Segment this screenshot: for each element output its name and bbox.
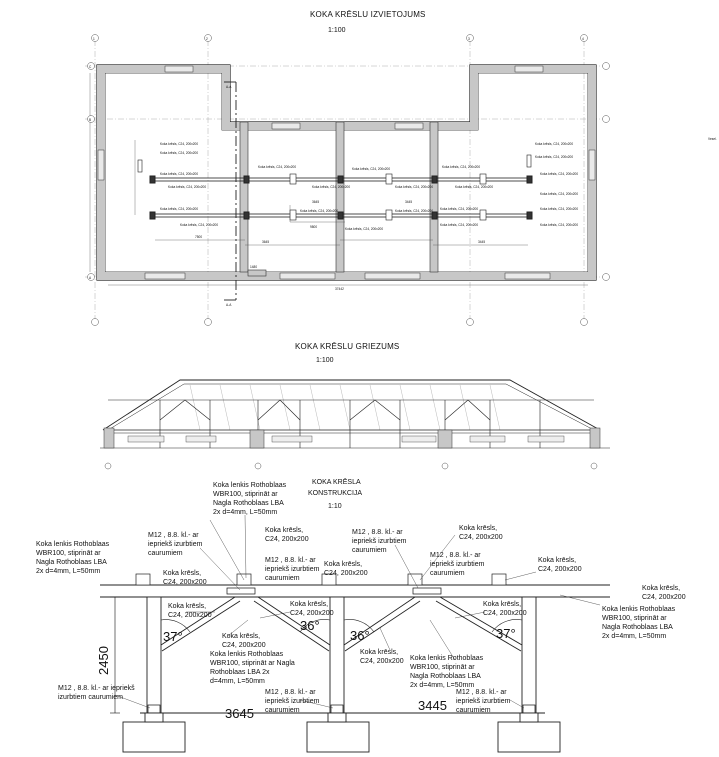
plan-beam-label: Koka krēsls, C24, 200x200 <box>168 185 207 189</box>
plan-beam-label: Koka krēsls, C24, 200x200 <box>160 207 199 211</box>
note-m12-bottom-right: M12 , 8.8. kl.- ar iepriekš izurbtiem caurumiem <box>456 689 511 714</box>
note-kresls: Koka krēsls, C24, 200x200 <box>642 585 686 601</box>
section-title: KOKA KRĒSLU GRIEZUMS <box>295 342 400 351</box>
section-drawing <box>100 380 610 469</box>
detail-title-line1: KOKA KRĒSLA <box>312 479 361 486</box>
plan-beam-label: Koka krēsls, C24, 200x200 <box>540 172 579 176</box>
plan-beam-label: Koka krēsls, C24, 200x200 <box>352 167 391 171</box>
note-kresls: Koka krēsls, C24, 200x200 <box>290 601 334 617</box>
plan-beam-label: Koka krēsls, C24, 200x200 <box>540 207 579 211</box>
note-lenkis-left: Koka lenkis Rothoblaas WBR100, stiprināt ar Nagla Rothoblaas LBA 2x d=4mm, L=50mm <box>36 541 110 575</box>
note-kresls: Koka krēsls, C24, 200x200 <box>360 649 404 665</box>
detail-scale: 1:10 <box>328 503 342 510</box>
span-dim-left: 3645 <box>225 706 254 721</box>
plan-beam-label: Koka krēsls, C24, 200x200 <box>440 207 479 211</box>
side-label: Vesel. <box>708 137 717 141</box>
section-marker-top: A-A <box>226 85 232 89</box>
plan-dim: 3445 <box>478 240 486 244</box>
plan-beam-label: Koka krēsls, C24, 200x200 <box>160 142 199 146</box>
note-kresls: Koka krēsls, C24, 200x200 <box>222 633 266 649</box>
angle-label: 37° <box>496 626 516 641</box>
plan-beam-label: Koka krēsls, C24, 200x200 <box>535 142 574 146</box>
plan-beam-label: Koka krēsls, C24, 200x200 <box>160 172 199 176</box>
note-m12-top-left: M12 , 8.8. kl.- ar iepriekš izurbtiem caurumiem <box>148 532 203 557</box>
plan-beam-label: Koka krēsls, C24, 200x200 <box>440 223 479 227</box>
plan-scale: 1:100 <box>328 27 346 34</box>
plan-beam-label: Koka krēsls, C24, 200x200 <box>345 227 384 231</box>
note-lenkis-mid-left: Koka lenkis Rothoblaas WBR100, stiprināt ar Nagla Rothoblaas LBA 2x d=4mm, L=50mm <box>210 651 295 685</box>
note-kresls: Koka krēsls, C24, 200x200 <box>168 603 212 619</box>
note-m12-top-mid: M12 , 8.8. kl.- ar iepriekš izurbtiem caurumiem <box>352 529 407 554</box>
plan-beam-label: Koka krēsls, C24, 200x200 <box>180 223 219 227</box>
plan-dim: 7500 <box>195 235 203 239</box>
grid-letter-b: B <box>89 118 92 122</box>
note-m12-mid-left: M12 , 8.8. kl.- ar iepriekš izurbtiem caurumiem <box>265 557 320 582</box>
note-m12-mid-right: M12 , 8.8. kl.- ar iepriekš izurbtiem caurumiem <box>430 552 485 577</box>
height-dim: 2450 <box>96 646 111 675</box>
plan-beam-label: Koka krēsls, C24, 200x200 <box>395 209 434 213</box>
plan-beam-label: Koka krēsls, C24, 200x200 <box>300 209 339 213</box>
detail-title-line2: KONSTRUKCIJA <box>308 490 363 497</box>
plan-dim: 3445 <box>405 200 413 204</box>
plan-beam-label: Koka krēsls, C24, 200x200 <box>160 151 199 155</box>
plan-beam-label: Koka krēsls, C24, 200x200 <box>395 185 434 189</box>
note-lenkis-top: Koka lenkis Rothoblaas WBR100, stiprināt ar Nagla Rothoblaas LBA 2x d=4mm, L=50mm <box>213 482 287 516</box>
plan-beam-label: Koka krēsls, C24, 200x200 <box>455 185 494 189</box>
note-m12-bottom-left: M12 , 8.8. kl.- ar iepriekš izurbtiem caurumiem <box>58 685 135 701</box>
span-dim-right: 3445 <box>418 698 447 713</box>
plan-dim: 3645 <box>262 240 270 244</box>
angle-label: 36° <box>350 628 370 643</box>
plan-beam-label: Koka krēsls, C24, 200x200 <box>442 165 481 169</box>
angle-label: 36° <box>300 618 320 633</box>
plan-beam-label: Koka krēsls, C24, 200x200 <box>258 165 297 169</box>
grid-number-2: 2 <box>206 37 208 41</box>
plan-beam-label: Koka krēsls, C24, 200x200 <box>540 223 579 227</box>
plan-dim: 1480 <box>250 265 258 269</box>
grid-number-4: 4 <box>582 37 584 41</box>
angle-label: 37° <box>163 629 183 644</box>
grid-number-1: 1 <box>93 37 95 41</box>
grid-number-3: 3 <box>468 37 470 41</box>
note-kresls: Koka krēsls, C24, 200x200 <box>538 557 582 573</box>
note-kresls: Koka krēsls, C24, 200x200 <box>265 527 309 543</box>
note-kresls: Koka krēsls, C24, 200x200 <box>459 525 503 541</box>
note-kresls: Koka krēsls, C24, 200x200 <box>483 601 527 617</box>
plan-drawing <box>85 35 610 326</box>
plan-beam-label: Koka krēsls, C24, 200x200 <box>540 192 579 196</box>
plan-beam-label: Koka krēsls, C24, 200x200 <box>312 185 351 189</box>
grid-letter-a: A <box>89 276 92 280</box>
section-marker-bottom: A-A <box>226 303 232 307</box>
section-scale: 1:100 <box>316 357 334 364</box>
note-lenkis-mid-right: Koka lenkis Rothoblaas WBR100, stiprināt ar Nagla Rothoblaas LBA 2x d=4mm, L=50mm <box>410 655 484 689</box>
plan-labels <box>89 37 717 307</box>
plan-dim: 9800 <box>310 225 318 229</box>
plan-title: KOKA KRĒSLU IZVIETOJUMS <box>310 10 426 19</box>
detail-labels <box>36 482 686 714</box>
grid-letter-c: C <box>89 65 92 69</box>
note-m12-bottom-mid: M12 , 8.8. kl.- ar iepriekš izurbtiem caurumiem <box>265 689 320 714</box>
note-kresls: Koka krēsls, C24, 200x200 <box>163 570 207 586</box>
note-kresls: Koka krēsls, C24, 200x200 <box>324 561 368 577</box>
plan-dim-total: 37442 <box>335 287 344 291</box>
note-lenkis-right: Koka lenkis Rothoblaas WBR100, stiprināt ar Nagla Rothoblaas LBA 2x d=4mm, L=50mm <box>602 606 676 640</box>
plan-dim: 3645 <box>312 200 320 204</box>
plan-beam-label: Koka krēsls, C24, 200x200 <box>535 155 574 159</box>
